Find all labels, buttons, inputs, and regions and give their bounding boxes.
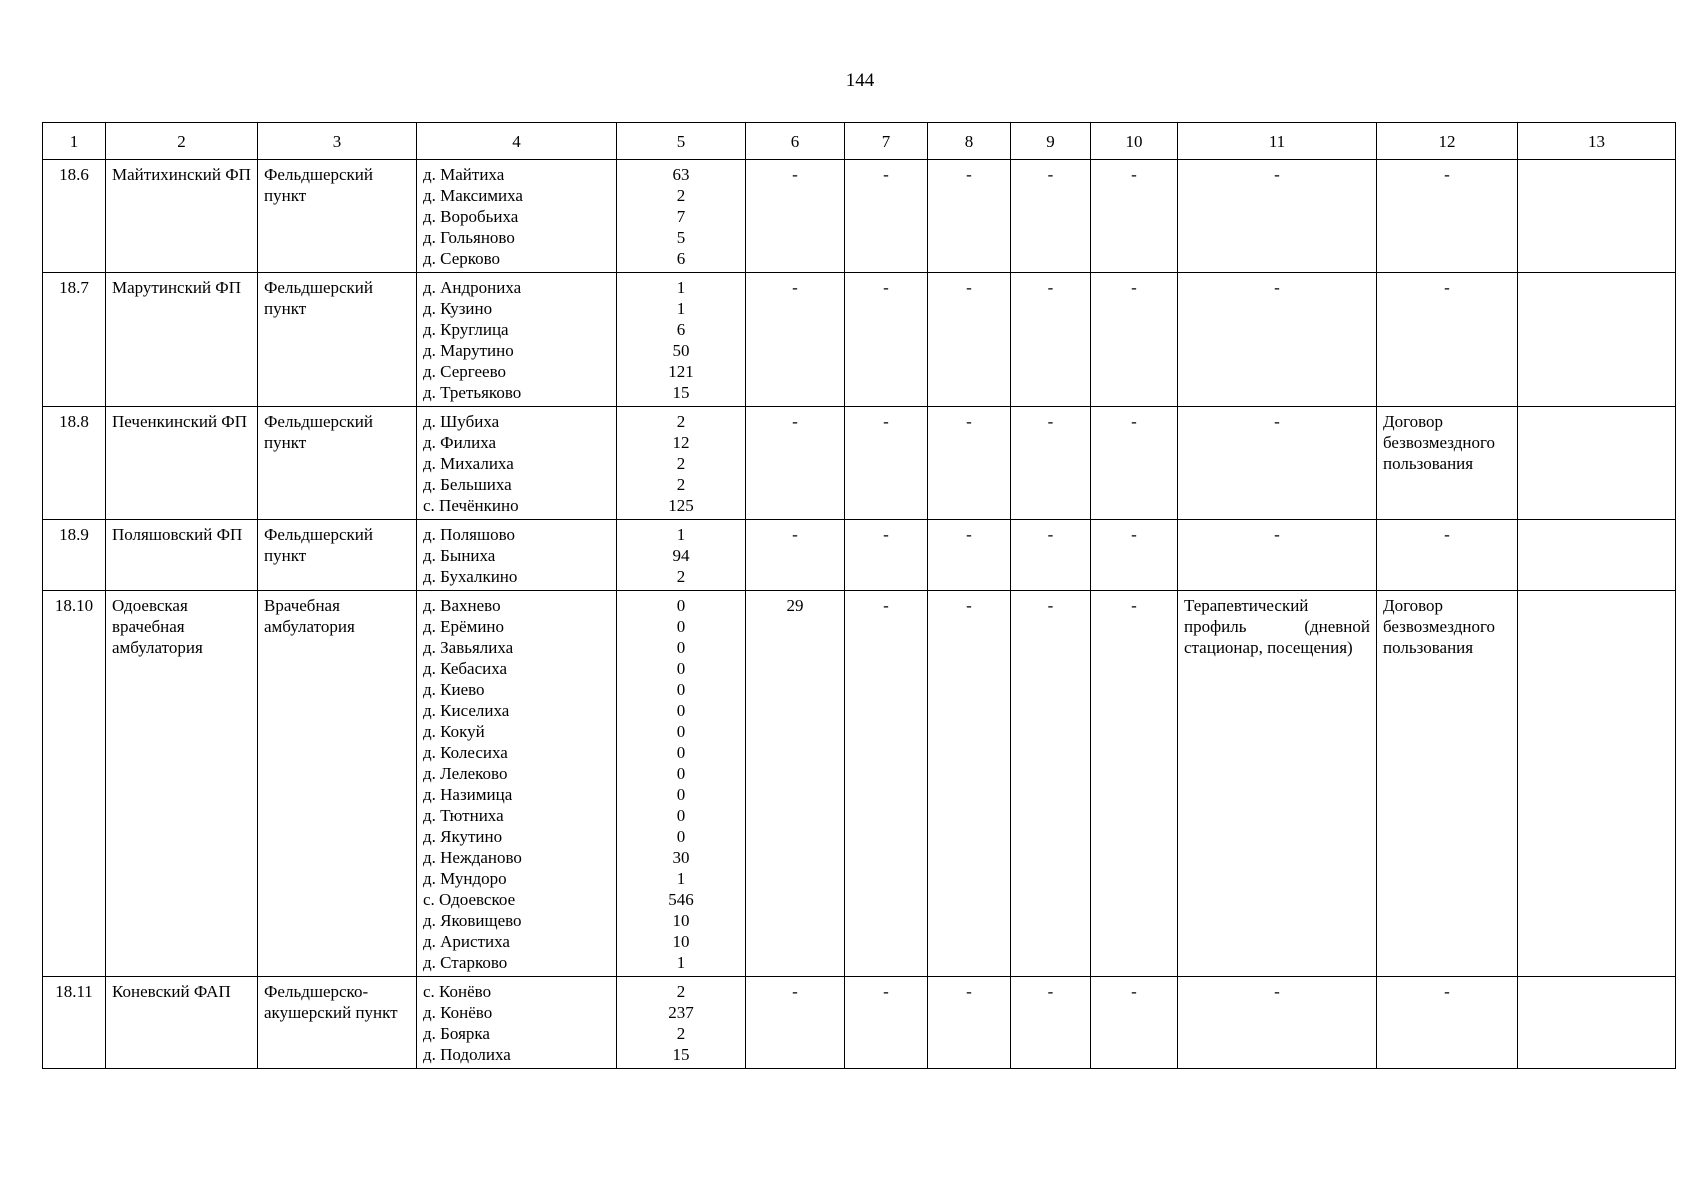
settlement-name: д. Марутино [423,341,514,360]
col-10-value: - [1091,591,1178,977]
col-9-value: - [1011,160,1091,273]
column-header: 12 [1377,123,1518,160]
ownership-basis: Договор безвозмездного пользования [1377,407,1518,520]
facility-type: Врачебная амбулатория [258,591,417,977]
page-number: 144 [845,70,875,91]
col-8-value: - [928,160,1011,273]
settlement-name: д. Михалиха [423,454,514,473]
population-value: 1 [676,525,686,544]
population-value: 2 [676,982,686,1001]
settlement-name: д. Нежданово [423,848,522,867]
population-cell [617,591,746,977]
facility-name: Марутинский ФП [106,273,258,407]
settlement-name: д. Киселиха [423,701,510,720]
settlement-name: д. Воробьиха [423,207,519,226]
settlement-name: д. Ерёмино [423,617,505,636]
population-value: 0 [676,827,686,846]
row-number: 18.7 [43,273,106,407]
col-6-value: 29 [746,591,845,977]
col-7-value: - [845,977,928,1069]
table-row [43,407,1676,520]
settlement-name: д. Бельшиха [423,475,512,494]
settlement-name: д. Киево [423,680,485,699]
medical-profile: - [1178,977,1377,1069]
population-value: 0 [676,659,686,678]
settlement-name: д. Андрониха [423,278,522,297]
table-row [43,520,1676,591]
col-9-value: - [1011,591,1091,977]
settlement-name: д. Быниха [423,546,496,565]
settlement-name: д. Назимица [423,785,513,804]
column-header: 8 [928,123,1011,160]
population-value: 546 [668,890,694,909]
medical-profile: - [1178,520,1377,591]
column-header: 1 [43,123,106,160]
ownership-basis: - [1377,273,1518,407]
col-9-value: - [1011,273,1091,407]
population-value: 0 [676,617,686,636]
col-10-value: - [1091,407,1178,520]
settlement-name: с. Конёво [423,982,492,1001]
population-value: 125 [668,496,694,515]
settlement-name: д. Кебасиха [423,659,508,678]
settlement-name: д. Аристиха [423,932,510,951]
population-value: 237 [668,1003,694,1022]
col-9-value: - [1011,977,1091,1069]
column-header: 3 [258,123,417,160]
settlements-cell [417,160,617,273]
ownership-basis: - [1377,160,1518,273]
population-value: 2 [676,475,686,494]
col-6-value: - [746,977,845,1069]
population-value: 0 [676,596,686,615]
col-8-value: - [928,407,1011,520]
row-number: 18.10 [43,591,106,977]
settlement-name: д. Шубиха [423,412,500,431]
table-row [43,273,1676,407]
settlement-name: д. Завьялиха [423,638,514,657]
col-13-value [1518,160,1676,273]
col-6-value: - [746,407,845,520]
col-10-value: - [1091,273,1178,407]
header-row [43,123,1676,160]
col-8-value: - [928,273,1011,407]
population-value: 0 [676,638,686,657]
column-header: 4 [417,123,617,160]
settlement-name: д. Лелеково [423,764,508,783]
population-value: 10 [672,911,690,930]
col-13-value [1518,977,1676,1069]
population-value: 2 [676,454,686,473]
population-value: 0 [676,764,686,783]
settlements-cell [417,591,617,977]
settlement-name: д. Тютниха [423,806,504,825]
facility-name: Майтихинский ФП [106,160,258,273]
col-10-value: - [1091,520,1178,591]
population-value: 0 [676,806,686,825]
population-value: 1 [676,953,686,972]
facility-name: Одоевская врачебная амбулатория [106,591,258,977]
col-8-value: - [928,520,1011,591]
ownership-basis: - [1377,520,1518,591]
settlement-name: д. Вахнево [423,596,501,615]
facility-name: Поляшовский ФП [106,520,258,591]
population-value: 5 [676,228,686,247]
population-value: 10 [672,932,690,951]
population-value: 63 [672,165,690,184]
settlement-name: д. Старково [423,953,508,972]
col-7-value: - [845,407,928,520]
population-cell [617,407,746,520]
col-13-value [1518,520,1676,591]
col-8-value: - [928,591,1011,977]
settlements-cell [417,407,617,520]
col-7-value: - [845,160,928,273]
medical-profile: - [1178,273,1377,407]
settlement-name: д. Майтиха [423,165,505,184]
column-header: 5 [617,123,746,160]
column-header: 9 [1011,123,1091,160]
row-number: 18.9 [43,520,106,591]
col-9-value: - [1011,407,1091,520]
population-cell [617,977,746,1069]
population-value: 2 [676,412,686,431]
col-9-value: - [1011,520,1091,591]
col-8-value: - [928,977,1011,1069]
settlement-name: д. Круглица [423,320,509,339]
population-value: 0 [676,701,686,720]
col-13-value [1518,591,1676,977]
facilities-table [42,122,1676,1069]
settlement-name: с. Одоевское [423,890,516,909]
settlements-cell [417,520,617,591]
settlement-name: д. Боярка [423,1024,490,1043]
row-number: 18.8 [43,407,106,520]
col-7-value: - [845,520,928,591]
column-header: 10 [1091,123,1178,160]
settlement-name: д. Якутино [423,827,503,846]
population-value: 0 [676,680,686,699]
population-cell [617,160,746,273]
col-6-value: - [746,273,845,407]
ownership-basis: Договор безвозмездного пользования [1377,591,1518,977]
column-header: 6 [746,123,845,160]
col-10-value: - [1091,977,1178,1069]
population-value: 2 [676,567,686,586]
population-cell [617,273,746,407]
population-value: 1 [676,299,686,318]
settlement-name: д. Конёво [423,1003,493,1022]
population-value: 50 [672,341,690,360]
population-value: 30 [672,848,690,867]
population-value: 7 [676,207,686,226]
settlement-name: д. Максимиха [423,186,523,205]
col-6-value: - [746,160,845,273]
settlements-cell [417,273,617,407]
medical-profile: Терапевтический профиль (дневной стационар, посещения) [1178,591,1377,977]
population-value: 2 [676,1024,686,1043]
ownership-basis: - [1377,977,1518,1069]
population-value: 1 [676,869,686,888]
table-row [43,977,1676,1069]
col-13-value [1518,407,1676,520]
col-6-value: - [746,520,845,591]
settlement-name: д. Сергеево [423,362,506,381]
population-value: 0 [676,785,686,804]
population-value: 12 [672,433,690,452]
facility-type: Фельдшерский пункт [258,520,417,591]
settlement-name: д. Бухалкино [423,567,518,586]
settlement-name: д. Серково [423,249,501,268]
population-value: 15 [672,1045,690,1064]
settlement-name: д. Яковищево [423,911,522,930]
population-value: 121 [668,362,694,381]
facility-name: Печенкинский ФП [106,407,258,520]
medical-profile: - [1178,407,1377,520]
population-cell [617,520,746,591]
settlement-name: д. Кокуй [423,722,485,741]
settlement-name: д. Мундоро [423,869,507,888]
facility-name: Коневский ФАП [106,977,258,1069]
column-header: 11 [1178,123,1377,160]
settlement-name: д. Колесиха [423,743,508,762]
col-7-value: - [845,273,928,407]
settlement-name: д. Гольяново [423,228,515,247]
population-value: 2 [676,186,686,205]
settlement-name: д. Третьяково [423,383,522,402]
population-value: 6 [676,249,686,268]
settlements-cell [417,977,617,1069]
population-value: 94 [672,546,690,565]
settlement-name: д. Филиха [423,433,497,452]
settlement-name: д. Подолиха [423,1045,511,1064]
col-7-value: - [845,591,928,977]
settlement-name: д. Кузино [423,299,493,318]
population-value: 1 [676,278,686,297]
population-value: 15 [672,383,690,402]
facility-type: Фельдшерский пункт [258,273,417,407]
settlement-name: с. Печёнкино [423,496,519,515]
column-header: 13 [1518,123,1676,160]
column-header: 7 [845,123,928,160]
column-header: 2 [106,123,258,160]
facility-type: Фельдшерский пункт [258,160,417,273]
population-value: 0 [676,743,686,762]
table-row [43,591,1676,977]
population-value: 0 [676,722,686,741]
col-13-value [1518,273,1676,407]
medical-profile: - [1178,160,1377,273]
facility-type: Фельдшерско-акушерский пункт [258,977,417,1069]
row-number: 18.11 [43,977,106,1069]
settlement-name: д. Поляшово [423,525,516,544]
row-number: 18.6 [43,160,106,273]
population-value: 6 [676,320,686,339]
facility-type: Фельдшерский пункт [258,407,417,520]
col-10-value: - [1091,160,1178,273]
table-row [43,160,1676,273]
